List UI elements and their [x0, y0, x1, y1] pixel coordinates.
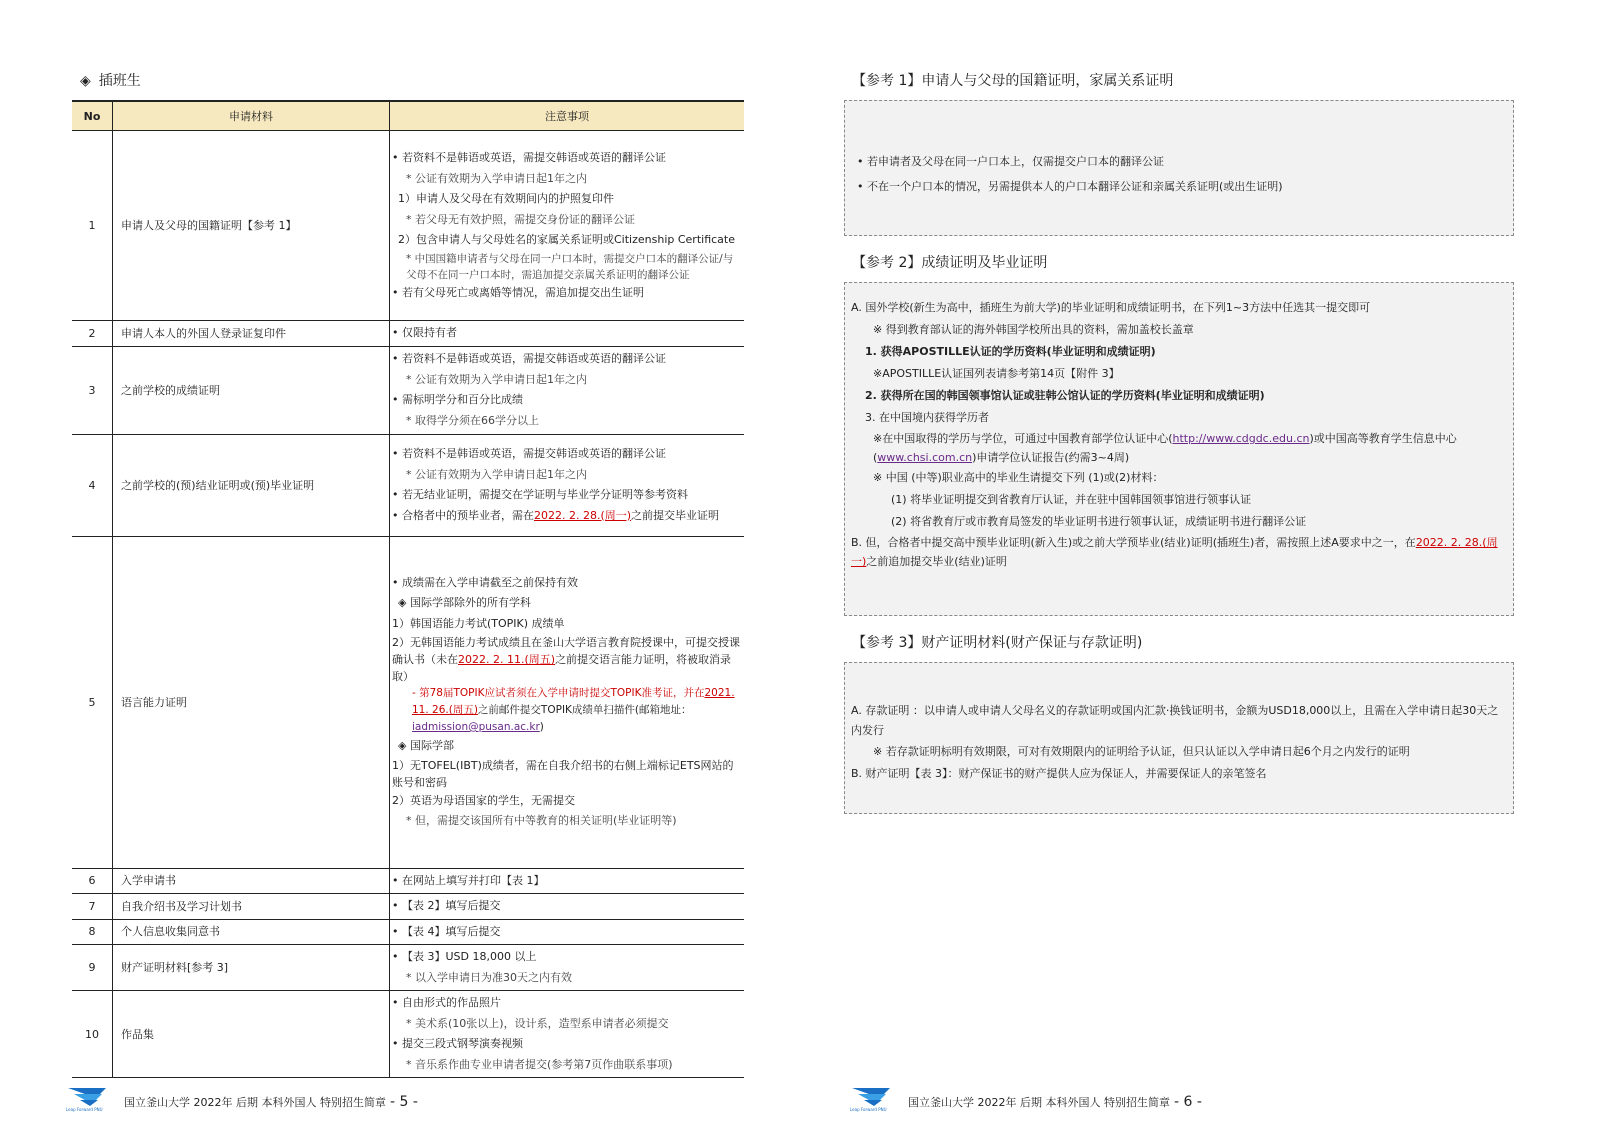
note-line: * 公证有效期为入学申请日起1年之内 [406, 467, 587, 481]
table-row [72, 321, 744, 347]
note-line: • 成绩需在入学申请截至之前保持有效 [392, 575, 578, 589]
page-number: - 5 - [389, 1094, 418, 1110]
requirements-table [72, 100, 744, 1078]
row-notes [390, 894, 745, 920]
note-line: * 音乐系作曲专业申请者提交(参考第7页作曲联系事项) [406, 1057, 673, 1071]
row-material: 入学申请书 [113, 868, 390, 894]
table-row [72, 894, 744, 920]
note-line: • 【表 3】USD 18,000 以上 [392, 950, 537, 963]
note-line: • 需标明学分和百分比成绩 [392, 393, 523, 406]
row-notes [390, 131, 745, 321]
row-no: 1 [72, 131, 113, 321]
ref-line: ※ 得到教育部认证的海外韩国学校所出具的资料，需加盖校长盖章 [873, 323, 1194, 336]
table-row [72, 868, 744, 894]
note-line: * 若父母无有效护照，需提交身份证的翻译公证 [406, 212, 635, 226]
ref-line: • 若申请者及父母在同一户口本上，仅需提交户口本的翻译公证 [857, 155, 1164, 168]
note-line: • 若无结业证明，需提交在学证明与毕业学分证明等参考资料 [392, 488, 688, 501]
row-material: 语言能力证明 [113, 536, 390, 868]
footer-text: 国立釜山大学 2022年 后期 本科外国人 特别招生简章 [908, 1096, 1170, 1109]
cdgdc-link[interactable]: http://www.cdgdc.edu.cn [1172, 432, 1310, 445]
table-row [72, 346, 744, 434]
svg-text:Leap Forward PNU: Leap Forward PNU [66, 1107, 103, 1112]
note-line: - 第78届TOPIK应试者须在入学申请时提交TOPIK准考证，并在2021. 11. 26.(周五)之前邮件提交TOPIK成绩单扫描件(邮箱地址：iadmission@pusan.ac.kr) [412, 687, 735, 733]
diamond-icon: ◈ [80, 73, 91, 89]
deadline-date: 2021. 11. 26.(周五) [412, 687, 735, 716]
deadline-date: 2022. 2. 28.(周一) [533, 508, 632, 522]
row-no: 8 [72, 919, 113, 945]
header-notes: 注意事项 [390, 101, 745, 131]
row-material: 个人信息收集同意书 [113, 919, 390, 945]
note-line: • 若资料不是韩语或英语，需提交韩语或英语的翻译公证 [392, 447, 666, 460]
note-line: * 但，需提交该国所有中等教育的相关证明(毕业证明等) [406, 814, 677, 827]
chsi-link[interactable]: www.chsi.com.cn [877, 451, 973, 464]
ref1-title: 【参考 1】申请人与父母的国籍证明，家属关系证明 [852, 73, 1174, 89]
ref-line: 3. 在中国境内获得学历者 [865, 411, 989, 424]
note-line: • 仅限持有者 [392, 326, 457, 339]
ref-line: ※在中国取得的学历与学位，可通过中国教育部学位认证中心(http://www.cdgdc.edu.cn)或中国高等教育学生信息中心(www.chsi.com.cn)申请学位认证报告(约需3~4周) [873, 432, 1457, 464]
note-line: • 【表 4】填写后提交 [392, 924, 501, 938]
section-title: ◈ 插班生 [80, 73, 141, 89]
ref-line: ※APOSTILLE认证国列表请参考第14页【附件 3】 [873, 367, 1120, 380]
row-material: 自我介绍书及学习计划书 [113, 894, 390, 920]
table-row [72, 991, 744, 1078]
note-line: ◈ 国际学部除外的所有学科 [398, 596, 531, 609]
note-line: * 公证有效期为入学申请日起1年之内 [406, 171, 587, 185]
note-line: * 美术系(10张以上)，设计系，造型系申请者必须提交 [406, 1016, 669, 1030]
row-no: 4 [72, 434, 113, 536]
ref-line: B. 但，合格者中提交高中预毕业证明(新入生)或之前大学预毕业(结业)证明(插班生)者，需按照上述A要求中之一，在2022. 2. 28.(周一)之前追加提交毕业(结业)证明 [851, 536, 1498, 568]
row-notes [390, 346, 745, 434]
ref2-title: 【参考 2】成绩证明及毕业证明 [852, 255, 1048, 271]
row-notes [390, 536, 745, 868]
pnu-logo-icon [66, 1084, 114, 1112]
table-row [72, 919, 744, 945]
ref2-box [844, 282, 1514, 616]
note-line: 2）英语为母语国家的学生，无需提交 [392, 793, 575, 807]
ref3-title: 【参考 3】财产证明材料(财产保证与存款证明) [852, 635, 1143, 651]
header-no: No [72, 101, 113, 131]
ref-line: (1) 将毕业证明提交到省教育厅认证，并在驻中国韩国领事馆进行领事认证 [891, 493, 1252, 506]
row-material: 之前学校的(预)结业证明或(预)毕业证明 [113, 434, 390, 536]
note-line: 1）申请人及父母在有效期间内的护照复印件 [398, 192, 614, 205]
row-notes [390, 868, 745, 894]
ref-line: • 不在一个户口本的情况，另需提供本人的户口本翻译公证和亲属关系证明(或出生证明) [857, 180, 1283, 193]
pnu-logo-icon [850, 1084, 898, 1112]
note-line: • 合格者中的预毕业者，需在2022. 2. 28.(周一)之前提交毕业证明 [392, 508, 720, 522]
table-row [72, 131, 744, 321]
row-no: 2 [72, 321, 113, 347]
row-no: 9 [72, 945, 113, 991]
row-no: 3 [72, 346, 113, 434]
note-line: • 若资料不是韩语或英语，需提交韩语或英语的翻译公证 [392, 352, 666, 365]
footer-text: 国立釜山大学 2022年 后期 本科外国人 特别招生简章 [124, 1096, 386, 1109]
ref-line: A. 存款证明 ：以申请人或申请人父母名义的存款证明或国内汇款·换钱证明书，金额为USD18,000以上，且需在入学申请日起30天之内发行 [851, 704, 1499, 737]
deadline-date: 2022. 2. 28.(周一) [851, 536, 1498, 568]
deadline-date: 2022. 2. 11.(周五) [458, 653, 556, 666]
note-line: * 中国国籍申请者与父母在同一户口本时，需提交户口本的翻译公证/与父母不在同一户口本时，需追加提交亲属关系证明的翻译公证 [406, 252, 734, 281]
row-notes [390, 434, 745, 536]
right-page [800, 0, 1600, 1132]
ref1-box [844, 100, 1514, 236]
note-line: • 若有父母死亡或离婚等情况，需追加提交出生证明 [392, 285, 644, 299]
ref-line: (2) 将省教育厅或市教育局签发的毕业证明书进行领事认证，成绩证明书进行翻译公证 [891, 515, 1307, 528]
table-row [72, 434, 744, 536]
email-link[interactable]: iadmission@pusan.ac.kr [412, 721, 540, 733]
note-line: • 若资料不是韩语或英语，需提交韩语或英语的翻译公证 [392, 151, 666, 164]
page-number: - 6 - [1173, 1094, 1202, 1110]
ref3-box [844, 662, 1514, 814]
table-row [72, 536, 744, 868]
note-line: ◈ 国际学部 [398, 739, 454, 752]
ref-line: 1. 获得APOSTILLE认证的学历资料(毕业证明和成绩证明) [865, 345, 1156, 358]
row-no: 7 [72, 894, 113, 920]
note-line: 1）无TOFEL(IBT)成绩者，需在自我介绍书的右侧上端标记ETS网站的账号和密码 [392, 758, 734, 789]
header-material: 申请材料 [113, 101, 390, 131]
row-no: 6 [72, 868, 113, 894]
ref-line: A. 国外学校(新生为高中，插班生为前大学)的毕业证明和成绩证明书，在下列1~3方法中任选其一提交即可 [851, 301, 1371, 314]
note-line: * 公证有效期为入学申请日起1年之内 [406, 372, 587, 386]
svg-text:Leap Forward PNU: Leap Forward PNU [850, 1107, 887, 1112]
ref-line: ※ 中国 (中等)职业高中的毕业生请提交下列 (1)或(2)材料： [873, 471, 1164, 484]
note-line: * 取得学分须在66学分以上 [406, 413, 539, 427]
note-line: 1）韩国语能力考试(TOPIK) 成绩单 [392, 616, 565, 630]
row-material: 作品集 [113, 991, 390, 1078]
row-notes [390, 919, 745, 945]
row-no: 5 [72, 536, 113, 868]
table-header-row [72, 101, 744, 131]
table-row [72, 945, 744, 991]
note-line: * 以入学申请日为准30天之内有效 [406, 970, 572, 984]
note-line: 2）无韩国语能力考试成绩且在釜山大学语言教育院授课中，可提交授课确认书（未在2022. 2. 11.(周五)之前提交语言能力证明，将被取消录取） [392, 636, 740, 683]
row-material: 之前学校的成绩证明 [113, 346, 390, 434]
row-material: 申请人及父母的国籍证明【参考 1】 [113, 131, 390, 321]
note-line: • 在网站上填写并打印【表 1】 [392, 873, 545, 887]
row-notes [390, 945, 745, 991]
ref-line: 2. 获得所在国的韩国领事馆认证或驻韩公馆认证的学历资料(毕业证明和成绩证明) [865, 389, 1265, 402]
note-line: • 提交三段式钢琴演奏视频 [392, 1037, 523, 1050]
ref-line: B. 财产证明【表 3】：财产保证书的财产提供人应为保证人，并需要保证人的亲笔签名 [851, 767, 1267, 780]
row-notes [390, 321, 745, 347]
note-line: • 【表 2】填写后提交 [392, 899, 501, 912]
note-line: • 自由形式的作品照片 [392, 996, 501, 1009]
row-material: 申请人本人的外国人登录证复印件 [113, 321, 390, 347]
ref-line: ※ 若存款证明标明有效期限，可对有效期限内的证明给予认证，但只认证以入学申请日起6个月之内发行的证明 [873, 745, 1410, 758]
row-no: 10 [72, 991, 113, 1078]
row-material: 财产证明材料[参考 3] [113, 945, 390, 991]
note-line: 2）包含申请人与父母姓名的家属关系证明或Citizenship Certificate [398, 233, 735, 246]
row-notes [390, 991, 745, 1078]
